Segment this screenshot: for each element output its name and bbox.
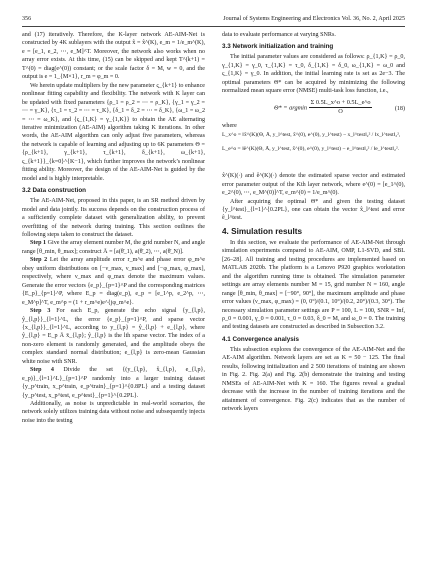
step-text: Let the array amplitude error r_m^e and phase error φ_m^e obey uniform distributions on [−ν_max, ν_max] and [−φ_max, φ_max], respectively, where ν_max and φ_max denote the maximum values. Generate the error vectors {e_p}_{p=1}^P and the corresponding matrices {E_p}_{p=1}^P, where E_p = diag(e_p), e_p = [e_1^p, e_2^p, ⋯, e_M^p]^T, e_m^p = (1 + r_m^e)e^{jφ_m^e}. [22, 257, 205, 306]
loss-e: L_e^o = ‖ê^(K)(Θ, Ā, y_l^test, x̂^(0), e^(0), y_l^test) − e_l^test‖₂² / ‖e_l^test‖₂². [222, 146, 400, 153]
step-text: Give the array element number M, the grid number N, and angle range [θ_min, θ_max]; construct Ā = [a(θ̄_1), a(θ̄_2), ⋯, a(θ̄_N)]. [22, 240, 206, 255]
page-number: 356 [22, 16, 32, 22]
right-column [222, 31, 405, 414]
paragraph: The AE-AIM-Net, proposed in this paper, is an SR method driven by model and data jointly. Its success depends on the construction process of a sufficiently complete dataset with generalization ability, to prevent overfitting of the network during training. This section outlines the following steps taken to construct the dataset. [22, 198, 205, 238]
paragraph: We herein update multipliers by the new parameter ς_{k+1} to enhance nonlinear fitting capability and flexibility. The network with K layer can be updated with fixed parameters {ρ_1 = ρ_2 = ⋯ = ρ_K}, {γ_1 = γ_2 = ⋯ = γ_K}, {τ_1 = τ_2 = ⋯ = τ_K}, {δ_1 = δ_2 = ⋯ = δ_K}, {ω_1 = ω_2 = ⋯ = ω_K}, and {ς_{1,K} = γ_{1,K}} to obtain the AE alternating iterative minimization (AE-AIM) algorithm taking K iterations. In other words, the AE-AIM algorithm can only adjust five parameters, whereas the network is capable of learning and adjusting up to 6K parameters Θ = {ρ_{k+1}, γ_{k+1}, τ_{k+1}, δ_{k+1}, ω_{k+1}, ς_{k+1}}_{k=0}^{K−1}, which further improves the network’s nonlinear fitting ability. Moreover, the design of the AE-AIM-Net is guided by the model and is highly interpretable. [22, 82, 205, 182]
where-label: where [222, 122, 237, 129]
equation-number: (18) [394, 105, 405, 112]
paragraph: x̂^(K)(·) and ê^(K)(·) denote the estimated sparse vector and estimated error parameter output of the Kth layer network, where e^(0) = [e_1^(0), e_2^(0), ⋯, e_M^(0)]^T, e_m^(0) = 1/e_m^(0). [222, 173, 405, 197]
step-label: Step 2 [30, 257, 48, 264]
step-label: Step 1 [30, 240, 47, 247]
paragraph: Additionally, as noise is unpredictable in real-world scenarios, the network solely utilizes training data without noise and subsequently injects noise into the testing [22, 401, 205, 424]
section-heading-3-3: 3.3 Network initialization and training [222, 43, 334, 51]
section-heading-4-1: 4.1 Convergence analysis [222, 335, 300, 343]
paragraph: This subsection explores the convergence of the AE-AIM-Net and the AE-AIM algorithm. Network layers are set as K = 50 − 125. The final results, following initialization and 2 500 iterations of training are shown in Fig. 2. Fig. 2(a) and Fig. 2(b) demonstrate the training and testing NMSEs of AE-AIM-Net with K = 160. The figures reveal a gradual decrease with the increase in the number of training iterations and the attainment of convergence. Fig. 2(c) indicates that as the number of network layers [222, 346, 405, 413]
step-text: For each E_p, generate the echo signal {y_{l,p}, ŷ_{l,p}}_{l=1}^L, the error {e_p}_{p=1}^P, and sparse vector {x_{l,p}}_{l=1}^L, according to y_{l,p} = ŷ_{l,p} + e_{l,p}, where ŷ_{l,p} = E_p Ā x̄_{l,p}; ŷ_{l,p} is the lth sparse vector. The index of a non-zero element is randomly generated, and the amplitude obeys the complex standard normal distribution; e_{l,p} is zero-mean Gaussian white noise with SNR. [22, 308, 205, 365]
journal-name: Journal of Systems Engineering and Electronics Vol. 36, No. 2, April 2025 [223, 16, 405, 22]
section-heading-3-2: 3.2 Data construction [22, 187, 87, 195]
step-4 [22, 366, 205, 400]
step-label: Step 3 [30, 308, 51, 315]
running-header [22, 14, 405, 24]
section-heading-4: 4. Simulation results [222, 226, 303, 236]
step-2 [22, 256, 205, 307]
eq-numerator: Σ 0.5L_x^o + 0.5L_e^o [309, 99, 373, 108]
eq-denominator: O [338, 108, 343, 116]
loss-x: L_x^o = ‖x̂^(K)(Θ, Ā, y_l^test, x̂^(0), e^(0), y_l^test) − x_l^test‖₂² / ‖x_l^test‖₂², [222, 132, 401, 139]
step-text: Divide the set {(y_{l,p}, x̂_{l,p}, e_{l,p}, e_p)}_{l=1}^L}_{p=1}^P randomly into a larger training dataset {y_p^train, x_p^train, e_p^train}_{p=1}^{0.8PL} and a testing dataset {y_p^test, x_p^test, e_p^test}_{p=1}^{0.2PL}. [22, 367, 205, 399]
paragraph: After acquiring the optimal Θ* and given the testing dataset {y_l^test}_{l=1}^{0.2PL}, one can obtain the vector x̂_l^test and error ê_l^test. [222, 198, 405, 222]
eq-lhs: Θ* = argmin [274, 104, 308, 112]
step-label: Step 4 [30, 367, 54, 374]
header-rule [22, 26, 405, 27]
step-3 [22, 307, 205, 366]
equation-18 [222, 97, 405, 121]
paragraph: and (17) iteratively. Therefore, the K-layer network AE-AIM-Net is constructed by 4K sublayers with the output x̂ = x̂^(K), e_m = 1/e_m^(K), e = [e_1, e_2, ⋯, e_M]^T. Moreover, the network also works when no array error exists. At this time, (15) can be skipped and kept T^(k+1) = T^(0) = diag(e^(0)) constant; or the scale factor δ = M, w = 0, and the output is e = 1_{M×1}, r_m = φ_m = 0. [22, 32, 205, 81]
paragraph: data to evaluate performance at varying SNRs. [222, 32, 336, 38]
step-1 [22, 239, 205, 256]
loss-definitions [222, 131, 405, 171]
paragraph: The initial parameter values are considered as follows: ρ_{1,K} = ρ_0, γ_{1,K} = γ_0, τ_{1,K} = τ_0, δ_{1,K} = δ_0, ω_{1,K} = ω_0 and ς_{1,K} = γ_0. In addition, the initial learning rate is set as 2e−3. The optimal parameters Θ* can be acquired by minimizing the following normalized mean square error (NMSE) multi-task loss function, i.e., [222, 54, 405, 95]
left-column [22, 31, 205, 425]
eq-fraction [309, 99, 373, 117]
paragraph: In this section, we evaluate the performance of AE-AIM-Net through simulation experiments compared to AE-AIM, OMP, L1-SVD, and SBL [26–28]. All training and testing procedures are implemented based on MATLAB 2020b. The platform is a Lenovo P920 graphics workstation and the algorithm running time is obtained. The simulation parameter settings are array elements number M = 15, grid number N = 160, angle range [θ_min, θ_max] = [−90°, 90°], the maximum amplitude and phase error values (ν_max, φ_max) = (0, 0°)/(0.1, 10°)/(0.2, 20°)/(0.3, 30°). The necessary simulation parameter settings are P = 100, L = 100, SNR = Inf, ρ_0 = 0.001, γ_0 = 0.001, τ_0 = 0.03, δ_0 = M, and ω_0 = 0. The training and testing datasets are constructed as described in Subsection 3.2. [222, 239, 405, 331]
